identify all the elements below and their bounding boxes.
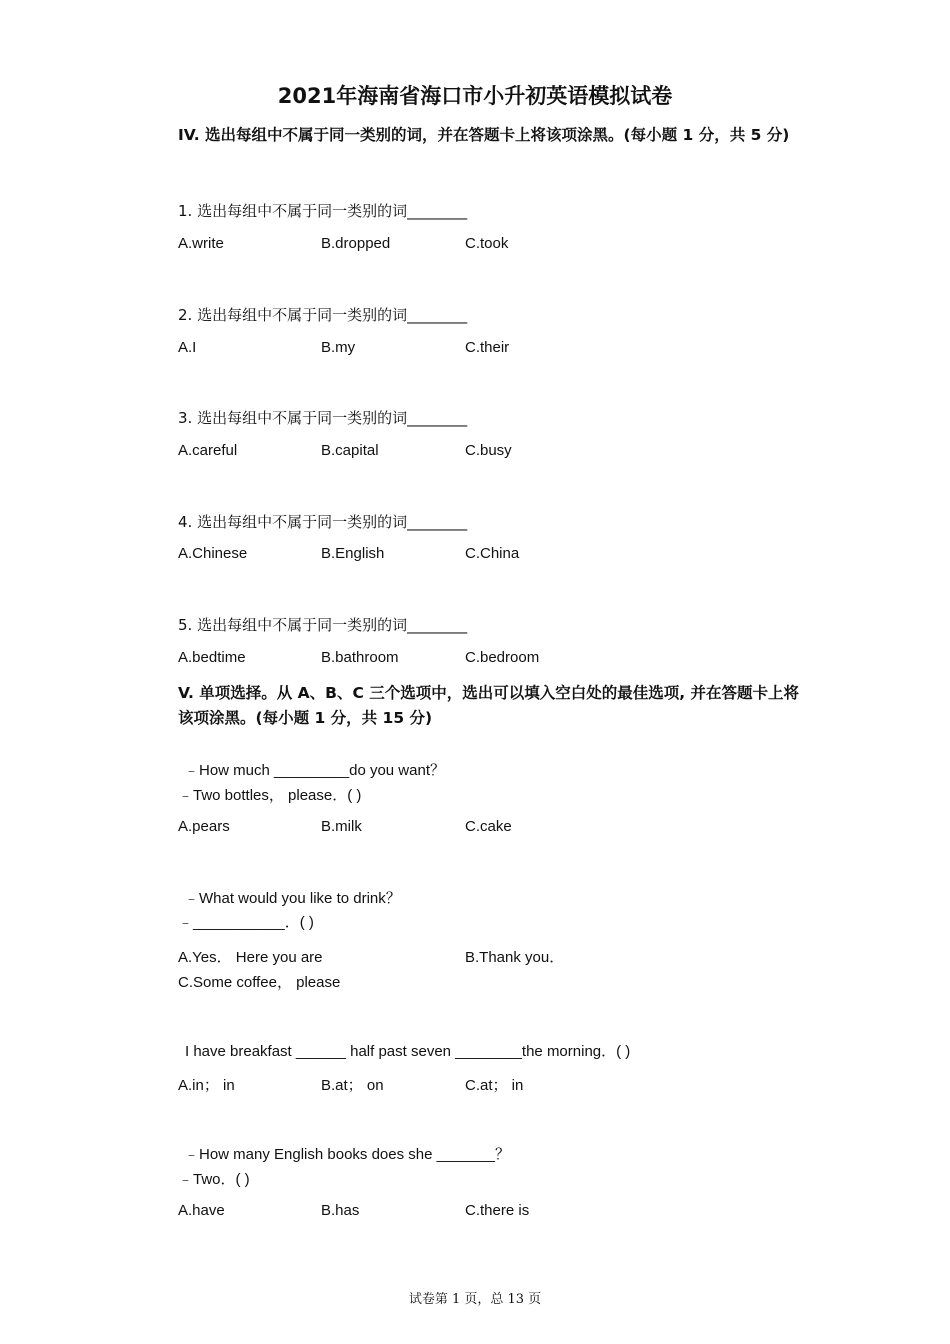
option-b: B.Thank you． xyxy=(465,949,565,966)
option-a: A.bedtime xyxy=(178,649,246,666)
option-a: A.in； in xyxy=(178,1077,235,1094)
option-a: A.Chinese xyxy=(178,545,248,562)
question-stem: 1. 选出每组中不属于同一类别的词________ xyxy=(178,202,468,220)
option-c: C.cake xyxy=(465,818,512,835)
option-a: A.Yes． Here you are xyxy=(178,949,323,966)
option-b: B.has xyxy=(321,1202,360,1219)
option-a: A.I xyxy=(178,339,197,356)
option-a: A.pears xyxy=(178,818,230,835)
option-b: B.English xyxy=(321,545,385,562)
question-line: ﹣Two bottles， please．( ) xyxy=(178,787,362,804)
question-stem: 3. 选出每组中不属于同一类别的词________ xyxy=(178,409,468,427)
option-c: C.Some coffee， please xyxy=(178,974,341,991)
option-c: C.China xyxy=(465,545,520,562)
question-line: ﹣How much _________do you want？ xyxy=(184,762,445,779)
option-a: A.have xyxy=(178,1202,225,1219)
option-b: B.at； on xyxy=(321,1077,384,1094)
question-line: I have breakfast ______ half past seven ________the morning．( ) xyxy=(185,1043,631,1060)
option-b: B.milk xyxy=(321,818,362,835)
page-title: 2021年海南省海口市小升初英语模拟试卷 xyxy=(277,84,673,108)
section-4-heading: IV. 选出每组中不属于同一类别的词，并在答题卡上将该项涂黑。(每小题 1 分，共 5 分) xyxy=(178,126,790,144)
option-c: C.bedroom xyxy=(465,649,540,666)
option-b: B.bathroom xyxy=(321,649,399,666)
page-footer: 试卷第 1 页，总 13 页 xyxy=(408,1292,542,1307)
option-c: C.took xyxy=(465,235,509,252)
option-b: B.dropped xyxy=(321,235,391,252)
option-a: A.write xyxy=(178,235,224,252)
question-stem: 4. 选出每组中不属于同一类别的词________ xyxy=(178,513,468,531)
option-c: C.busy xyxy=(465,442,512,459)
option-b: B.capital xyxy=(321,442,379,459)
question-stem: 5. 选出每组中不属于同一类别的词________ xyxy=(178,616,468,634)
option-a: A.careful xyxy=(178,442,238,459)
question-line: ﹣___________．( ) xyxy=(178,914,314,931)
section-5-heading: V. 单项选择。从 A、B、C 三个选项中，选出可以填入空白处的最佳选项, 并在答题卡上将该项涂黑。(每小题 1 分，共 15 分) xyxy=(178,684,800,727)
question-line: ﹣What would you like to drink？ xyxy=(184,890,401,907)
question-line: ﹣Two．( ) xyxy=(178,1171,250,1188)
question-line: ﹣How many English books does she _______？ xyxy=(184,1146,511,1163)
question-stem: 2. 选出每组中不属于同一类别的词________ xyxy=(178,306,468,324)
option-c: C.at； in xyxy=(465,1077,524,1094)
option-b: B.my xyxy=(321,339,356,356)
option-c: C.their xyxy=(465,339,510,356)
option-c: C.there is xyxy=(465,1202,530,1219)
